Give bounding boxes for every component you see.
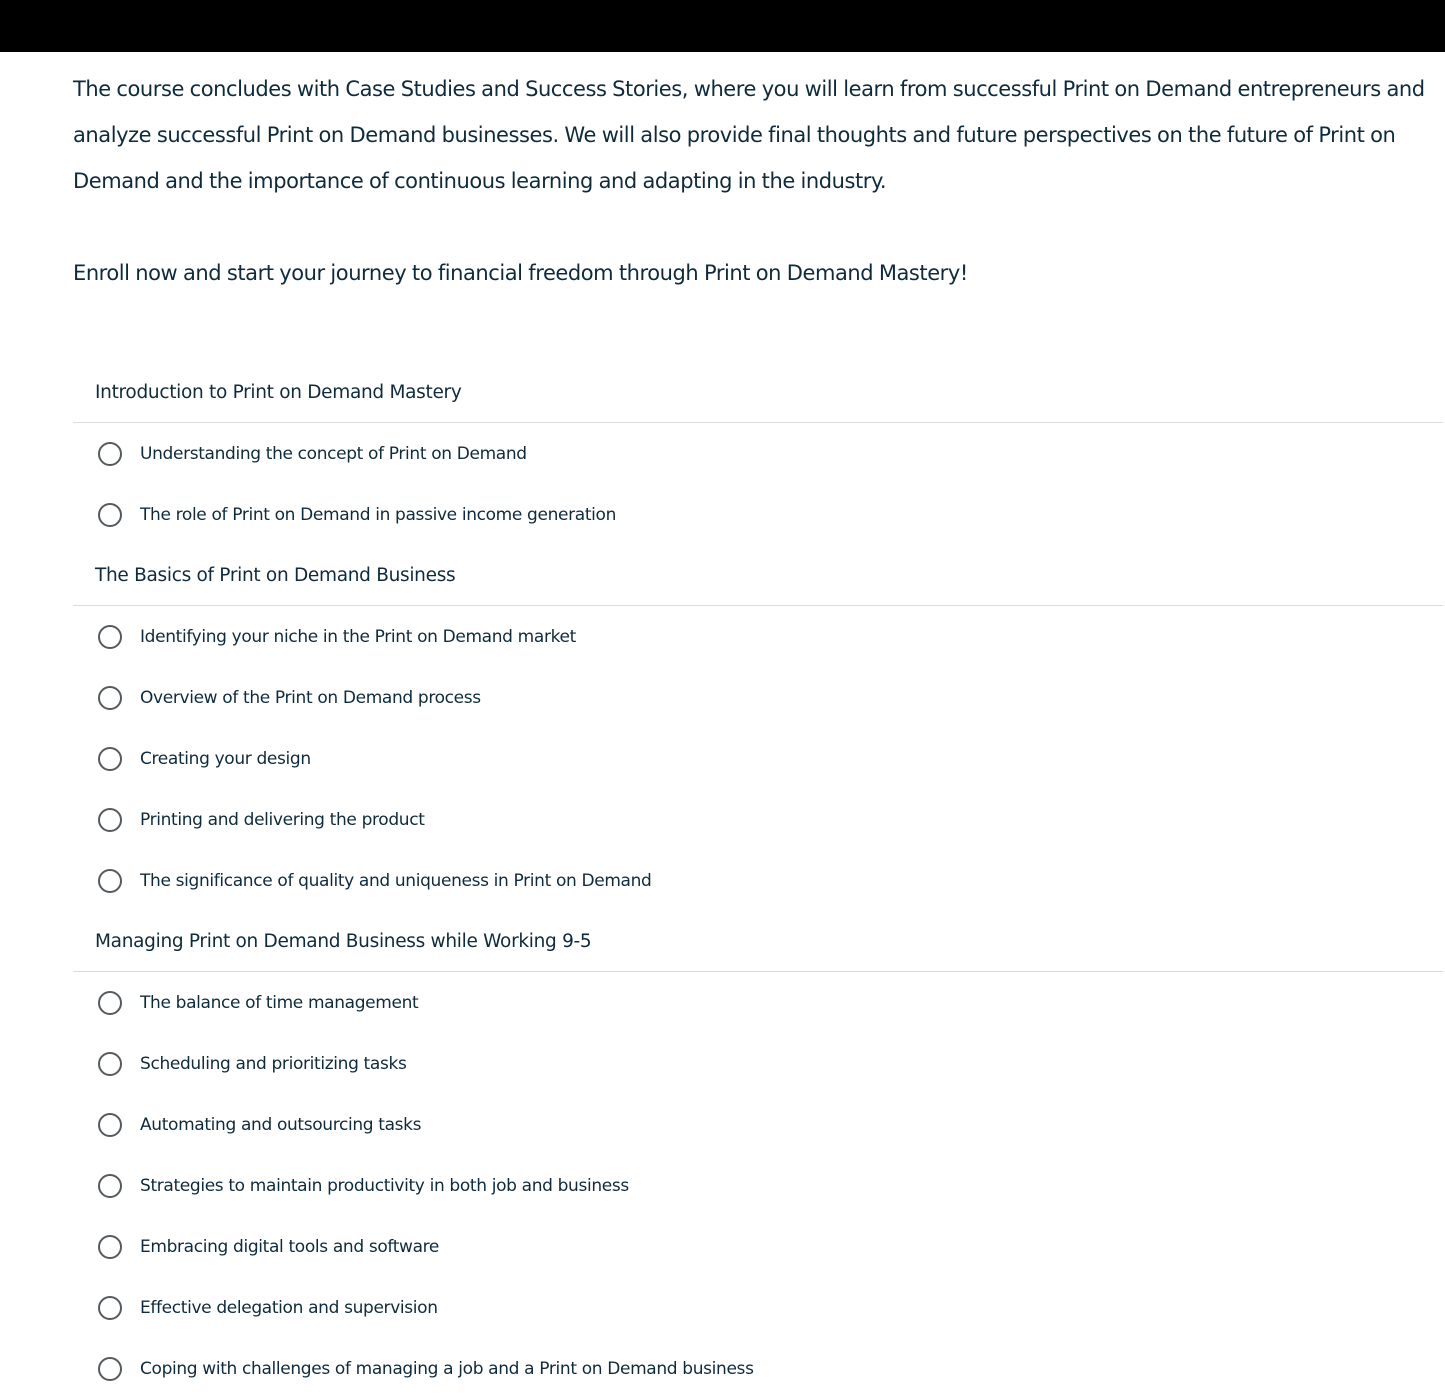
lesson-label: Strategies to maintain productivity in both job and business bbox=[140, 1175, 629, 1196]
radio-circle-icon[interactable] bbox=[98, 808, 122, 832]
radio-circle-icon[interactable] bbox=[98, 1052, 122, 1076]
section-title: Introduction to Print on Demand Mastery bbox=[73, 362, 1443, 423]
curriculum bbox=[73, 362, 1443, 1399]
lesson-item[interactable] bbox=[73, 789, 1443, 850]
section-title: The Basics of Print on Demand Business bbox=[73, 545, 1443, 606]
lesson-item[interactable] bbox=[73, 1155, 1443, 1216]
radio-circle-icon[interactable] bbox=[98, 503, 122, 527]
lesson-item[interactable] bbox=[73, 972, 1443, 1033]
lesson-label: Printing and delivering the product bbox=[140, 809, 425, 830]
radio-circle-icon[interactable] bbox=[98, 1113, 122, 1137]
lesson-item[interactable] bbox=[73, 1033, 1443, 1094]
radio-circle-icon[interactable] bbox=[98, 991, 122, 1015]
lesson-item[interactable] bbox=[73, 850, 1443, 911]
radio-circle-icon[interactable] bbox=[98, 1174, 122, 1198]
lesson-label: Identifying your niche in the Print on Demand market bbox=[140, 626, 576, 647]
radio-circle-icon[interactable] bbox=[98, 1296, 122, 1320]
radio-circle-icon[interactable] bbox=[98, 1235, 122, 1259]
lesson-label: Effective delegation and supervision bbox=[140, 1297, 438, 1318]
lesson-label: Overview of the Print on Demand process bbox=[140, 687, 481, 708]
lesson-label: The role of Print on Demand in passive income generation bbox=[140, 504, 616, 525]
lesson-item[interactable] bbox=[73, 1094, 1443, 1155]
lesson-label: Coping with challenges of managing a job and a Print on Demand business bbox=[140, 1358, 754, 1379]
enroll-call-to-action: Enroll now and start your journey to financial freedom through Print on Demand Mastery! bbox=[73, 261, 968, 285]
course-description bbox=[73, 52, 1443, 1399]
section-title: Managing Print on Demand Business while Working 9-5 bbox=[73, 911, 1443, 972]
lesson-label: The balance of time management bbox=[140, 992, 419, 1013]
radio-circle-icon[interactable] bbox=[98, 1357, 122, 1381]
lesson-item[interactable] bbox=[73, 423, 1443, 484]
lesson-label: Creating your design bbox=[140, 748, 311, 769]
radio-circle-icon[interactable] bbox=[98, 869, 122, 893]
top-bar bbox=[0, 0, 1445, 52]
lesson-item[interactable] bbox=[73, 484, 1443, 545]
lesson-item[interactable] bbox=[73, 1277, 1443, 1338]
radio-circle-icon[interactable] bbox=[98, 625, 122, 649]
lesson-label: Scheduling and prioritizing tasks bbox=[140, 1053, 407, 1074]
lesson-item[interactable] bbox=[73, 1216, 1443, 1277]
lesson-label: Automating and outsourcing tasks bbox=[140, 1114, 422, 1135]
lesson-label: The significance of quality and uniqueness in Print on Demand bbox=[140, 870, 652, 891]
lesson-label: Embracing digital tools and software bbox=[140, 1236, 440, 1257]
lesson-label: Understanding the concept of Print on Demand bbox=[140, 443, 527, 464]
lesson-item[interactable] bbox=[73, 728, 1443, 789]
lesson-item[interactable] bbox=[73, 606, 1443, 667]
radio-circle-icon[interactable] bbox=[98, 686, 122, 710]
radio-circle-icon[interactable] bbox=[98, 747, 122, 771]
description-paragraph: The course concludes with Case Studies and Success Stories, where you will learn from successful Print on Demand entrepreneurs and analyze successful Print on Demand businesses. We will also provide final thoughts and future perspectives on the future of Print on Demand and the importance of continuous learning and adapting in the industry. bbox=[73, 77, 1425, 193]
lesson-item[interactable] bbox=[73, 1338, 1443, 1399]
radio-circle-icon[interactable] bbox=[98, 442, 122, 466]
lesson-item[interactable] bbox=[73, 667, 1443, 728]
